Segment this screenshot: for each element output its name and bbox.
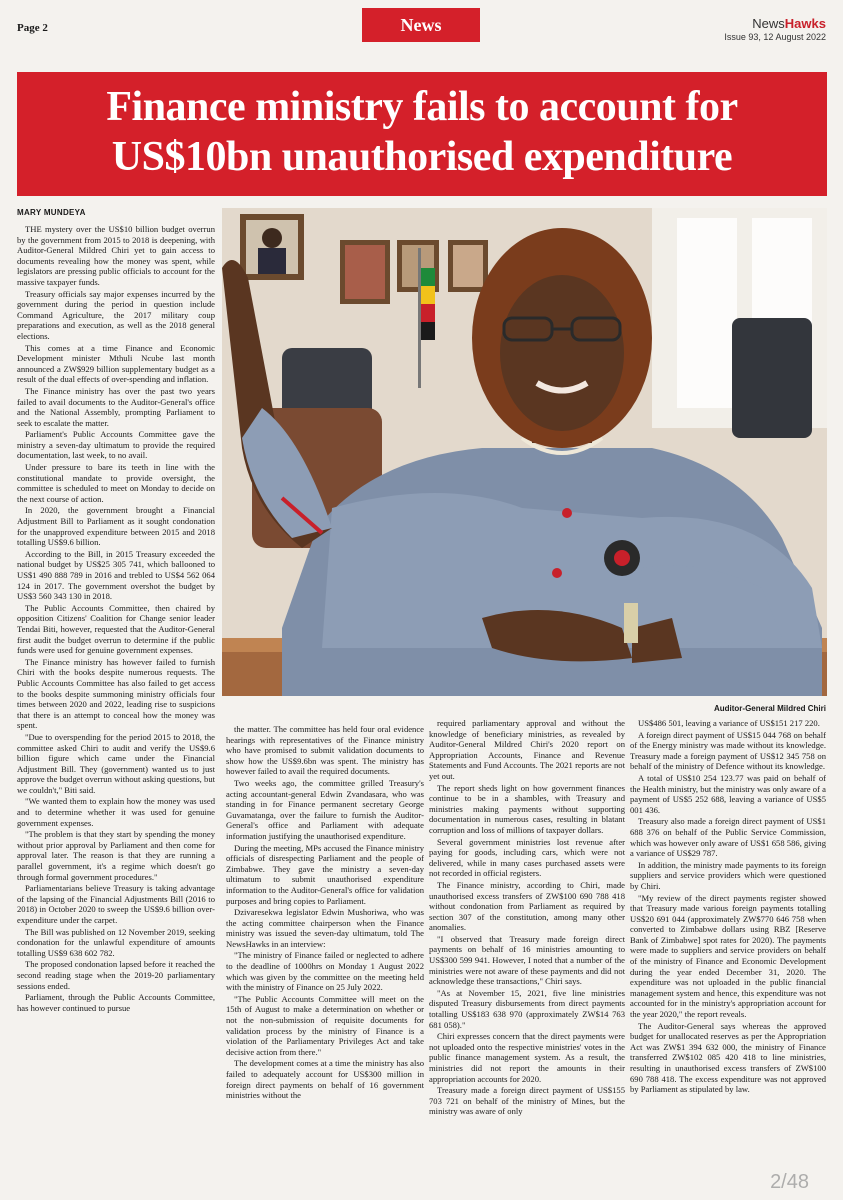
article-paragraph: Parliamentarians believe Treasury is taking advantage of the lapsing of the Financial Adjustments Bill (2016 to 2018) in October 2020 to sweep the US$9.6 billion over-expenditure under the carpet. [17, 883, 215, 925]
photo-caption: Auditor-General Mildred Chiri [713, 704, 826, 713]
portrait-photo [222, 208, 827, 696]
article-paragraph: US$486 501, leaving a variance of US$151 217 220. [638, 718, 820, 728]
article-paragraph: The Finance ministry has over the past two years failed to avail documents to the Auditor-General's office and the National Assembly, prompting Parliament to seek to escalate the matter. [17, 385, 215, 428]
article-paragraph: Chiri expresses concern that the direct payments were not uploaded onto the respective ministries' votes in the public finance management system. As a result, the ministries did not report the amounts in their appropriation accounts for 2020. [429, 1031, 625, 1084]
headline: Finance ministry fails to account for US$10bn unauthorised expenditure [106, 84, 738, 180]
article-paragraph: A foreign direct payment of US$15 044 768 on behalf of the Energy ministry was made without its knowledge. Treasury made a foreign payment of US$12 345 758 on behalf of the ministry of Defence without its knowledge. [630, 729, 826, 772]
article-paragraph: A total of US$10 254 123.77 was paid on behalf of the Health ministry, but the ministry was only aware of a payment of US$5 252 688, leaving a variance of US$5 001 436. [630, 772, 826, 815]
article-paragraph: The Public Accounts Committee, then chaired by opposition Citizens' Coalition for Change senior leader Tendai Biti, however, requested that the Auditor-General first audit the budget overrun to determine if the public funds were used for genuine government expenses. [17, 602, 215, 656]
article-paragraph: The Bill was published on 12 November 2019, seeking condonation for the unlawful expenditure of amounts totalling US$9 638 602 782. [17, 926, 215, 958]
article-paragraph: Parliament's Public Accounts Committee gave the ministry a seven-day ultimatum to provide the required documentation, last week, to no avail. [17, 429, 215, 461]
article-paragraph: "We wanted them to explain how the money was used and to determine whether it was used for genuine government expenses. [17, 796, 215, 828]
article-column-1 [17, 224, 215, 1192]
article-column-2 [226, 724, 424, 1194]
article-paragraph: "I observed that Treasury made foreign direct payments on behalf of 16 ministries amounting to US$300 599 941. However, I noted that a number of the ministries were not aware of these payments and did not acknowledge these transactions," Chiri says. [429, 933, 625, 987]
article-paragraph: The Finance ministry, according to Chiri, made unauthorised excess transfers of ZW$100 690 788 418 without condonation from Parliament as required by section 307 of the constitution, among many other anomalies. [429, 879, 625, 933]
article-column-4 [630, 718, 826, 1194]
publication-name-prefix: News [752, 16, 785, 31]
portrait-illustration [222, 208, 827, 696]
article-paragraph: the matter. The committee has held four oral evidence hearings with representatives of the Finance ministry who have promised to submit validation documents to show how the US$9.6bn was spent. The ministry has however failed to avail the required documents. [226, 724, 424, 777]
article-paragraph: The Auditor-General says whereas the approved budget for unallocated reserves as per the Appropriation Act was ZW$1 394 632 000, the ministry of Finance transferred ZW$102 085 420 418 to line ministries, resulting in unauthorised excess transfers of ZW$100 690 788 418. The excess expenditure was not approved by Parliament as stipulated by law. [630, 1020, 826, 1095]
page-header [0, 0, 843, 46]
article-paragraph: According to the Bill, in 2015 Treasury exceeded the national budget by US$25 305 741, which ballooned to US$1 490 888 789 in 2016 and trebled to US$4 562 064 124 in 2017. The government overshot the budget by US$3 560 343 130 in 2018. [17, 548, 215, 602]
article-paragraph: In 2020, the government brought a Financial Adjustment Bill to Parliament as it sought condonation for the unapproved expenditure between 2015 and 2018 totalling US$9.6 billion. [17, 505, 215, 548]
article-paragraph: "As at November 15, 2021, five line ministries disputed Treasury disbursements from direct payments totalling US$183 638 970 (approximately ZW$14 763 681 058)." [429, 987, 625, 1030]
headline-banner [17, 72, 827, 196]
article-paragraph: Treasury made a foreign direct payment of US$155 703 721 on behalf of the ministry of Mines, but the ministry was aware of only [429, 1085, 625, 1117]
article-column-3 [429, 718, 625, 1194]
article-paragraph: The proposed condonation lapsed before it reached the second reading stage when the 2019-20 parliamentary sessions ended. [17, 959, 215, 991]
publication-name-suffix: Hawks [784, 16, 826, 31]
article-paragraph: THE mystery over the US$10 billion budget overrun by the government from 2015 to 2018 is deepening, with Auditor-General Mildred Chiri yet to gain access to documents revealing how the money was spent, while legislators are pressing public officials to account for the massive taxpayer funds. [17, 224, 215, 287]
page-indicator: 2/48 [770, 1171, 809, 1193]
article-paragraph: Two weeks ago, the committee grilled Treasury's acting accountant-general Edwin Zvandasara, who was standing in for Finance permanent secretary George Guvamatanga, over the failure to furnish the Auditor-General's office and Parliament with adequate information justifying the unauthorised expenditure. [226, 777, 424, 841]
article-paragraph: This comes at a time Finance and Economic Development minister Mthuli Ncube last month announced a ZW$929 billion supplementary budget as a result of the dual effects of over-spending and inflation. [17, 342, 215, 385]
article-paragraph: During the meeting, MPs accused the Finance ministry officials of disrespecting Parliament and the people of Zimbabwe. They gave the ministry a seven-day ultimatum to submit unauthorised expenditure information to the Auditor-General's office for validation purposes and bring copies to Parliament. [226, 842, 424, 906]
section-label: News [362, 8, 480, 42]
article-paragraph: "Due to overspending for the period 2015 to 2018, the committee asked Chiri to audit and verify the US$9.6 billion figure which came under the Financial Adjustment Bill. They (government) wanted us to just approve the budget overrun without asking questions, but we couldn't," Biti said. [17, 731, 215, 795]
article-paragraph: Treasury also made a foreign direct payment of US$1 688 376 on behalf of the Public Service Commission, which was however only aware of US$1 658 586, giving a variance of US$29 787. [630, 816, 826, 859]
article-paragraph: "The problem is that they start by spending the money without prior approval by Parliament and then come for approval later. The reason is that they are running a parallel government, it's a regime which doesn't go through formal government procedures." [17, 829, 215, 882]
article-paragraph: required parliamentary approval and without the knowledge of beneficiary ministries, as revealed by Auditor-General Mildred Chiri's 2020 report on Appropriation Accounts, Finance and Revenue Statements and Fund Accounts. The 2021 reports are not yet out. [429, 718, 625, 781]
article-paragraph: Parliament, through the Public Accounts Committee, has however continued to pursue [17, 992, 215, 1013]
issue-date: Issue 93, 12 August 2022 [724, 32, 826, 42]
article-paragraph: Several government ministries lost revenue after paying for goods, including cars, which were not delivered, while in many cases purchased assets were not recorded in official registers. [429, 836, 625, 879]
article-paragraph: "The ministry of Finance failed or neglected to adhere to the deadline of 1000hrs on Monday 1 August 2022 which was given by the committee on the meeting held with the ministry of Finance on 25 July 2022. [226, 950, 424, 993]
masthead [724, 16, 826, 42]
page-number: Page 2 [17, 22, 48, 34]
article-paragraph: The Finance ministry has however failed to furnish Chiri with the books despite numerous requests. The Public Accounts Committee has also failed to get access to the books despite summoning ministry officials four times between 2020 and 2022, leading rise to suspicions that there is an attempt to conceal how the money was spent. [17, 656, 215, 731]
article-paragraph: Under pressure to bare its teeth in line with the constitutional mandate to provide oversight, the committee is scheduled to meet on Monday to decide on the next course of action. [17, 462, 215, 504]
article-paragraph: Treasury officials say major expenses incurred by the government during the period in question include Command Agriculture, the 2017 military coup preparations and execution, as well as the 2018 general elections. [17, 288, 215, 341]
byline: MARY MUNDEYA [17, 208, 86, 217]
article-paragraph: Dzivaresekwa legislator Edwin Mushoriwa, who was the acting committee chairperson when the Finance ministry was issued the seven-day ultimatum, told The NewsHawks in an interview: [226, 907, 424, 949]
publication-name [724, 16, 826, 31]
article-paragraph: In addition, the ministry made payments to its foreign suppliers and service providers which were questioned by Chiri. [630, 859, 826, 891]
article-paragraph: "The Public Accounts Committee will meet on the 15th of August to make a determination on whether or not the non-submission of requisite documents for validation process by the ministry of Finance is a violation of the Parliamentary Privileges Act and take decisive action from there." [226, 993, 424, 1057]
article-paragraph: The development comes at a time the ministry has also failed to adequately account for US$300 million in foreign direct payments on behalf of 16 government ministries without the [226, 1058, 424, 1101]
article-paragraph: "My review of the direct payments register showed that Treasury made various foreign payments totalling US$20 691 044 (approximately ZW$770 646 758 when converted to Zimbabwe dollars using RBZ [Reserve Bank of Zimbabwe] spot rates for 2020). The payments were made to suppliers and service providers on behalf of the ministry of Finance and Economic Development during the year ended December 31, 2020. The expenditure was not uploaded in the public financial management system and hence, this expenditure was not accounted for in the ministry's appropriation account for the year 2020," the report reveals. [630, 892, 826, 1020]
article-paragraph: The report sheds light on how government finances continue to be in a shambles, with Treasury and ministries making payments without supporting documentation in numerous cases, resulting in blatant corruption and loss of millions of taxpayer dollars. [429, 782, 625, 835]
